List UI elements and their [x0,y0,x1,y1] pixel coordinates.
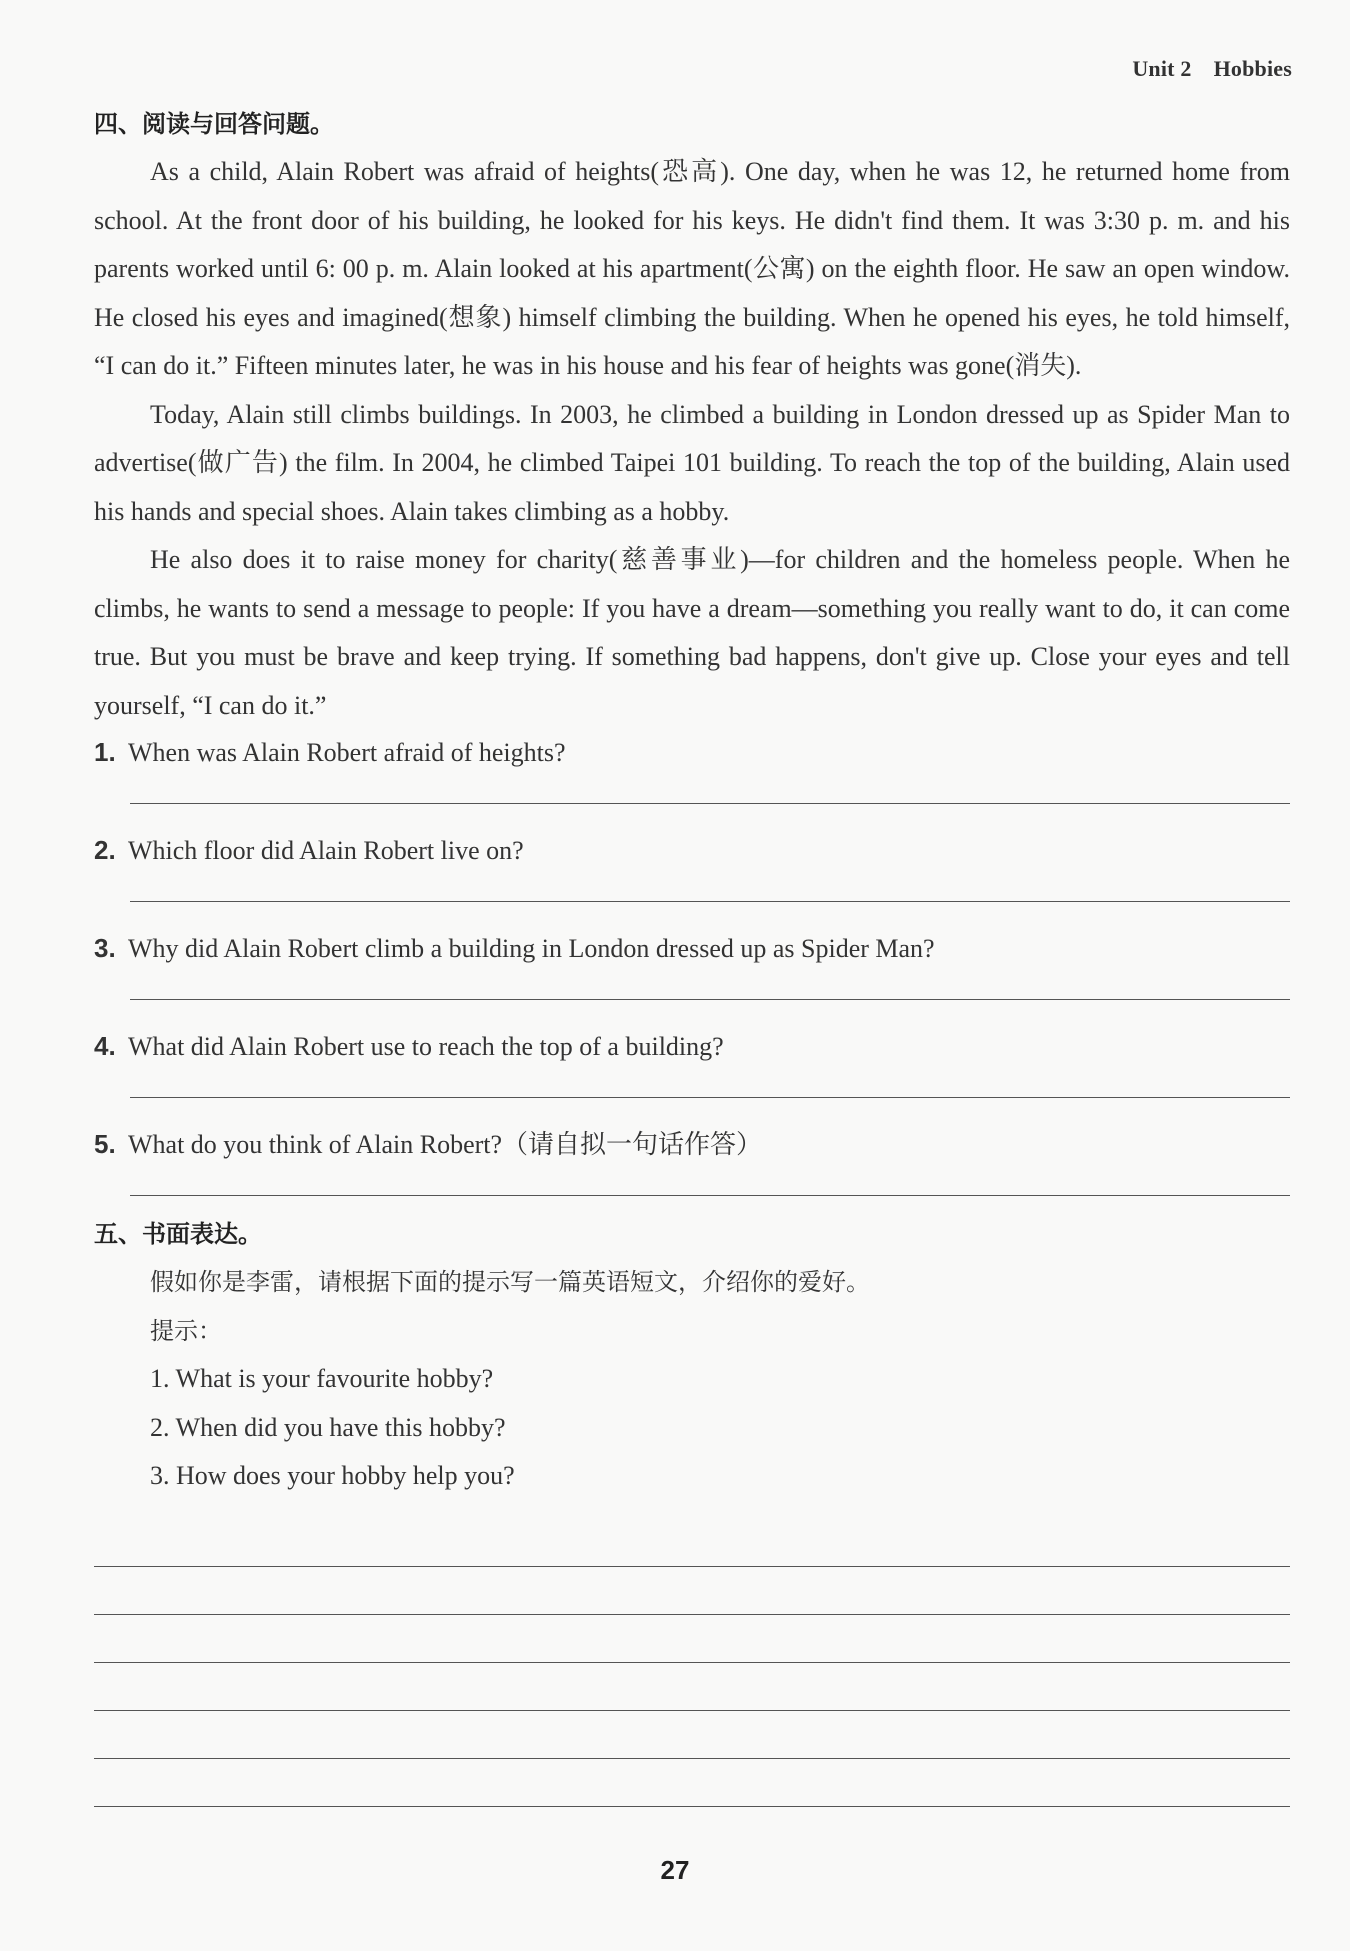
question-text: What do you think of Alain Robert?（请自拟一句话作答） [128,1130,763,1159]
unit-label: Unit 2 [1132,56,1192,81]
question-number: 4. [94,1031,116,1061]
writing-area [94,1519,1290,1807]
answer-line-4[interactable] [130,1067,1290,1098]
writing-line[interactable] [94,1759,1290,1807]
writing-line[interactable] [94,1567,1290,1615]
hint-item-3: 3. How does your hobby help you? [150,1461,515,1490]
hint-item-2: 2. When did you have this hobby? [150,1412,506,1442]
section-4-title: 四、阅读与回答问题。 [94,110,334,138]
answer-line-1[interactable] [130,773,1290,804]
writing-line[interactable] [94,1711,1290,1759]
passage-paragraph-2: Today, Alain still climbs buildings. In 2003, he climbed a building in London dressed up as Spider Man to advertise(做广告) the film. In 2004, he climbed Taipei 101 building. To reach the top of the building, Alain used his hands and special shoes. Alain takes climbing as a hobby. [94,399,1290,526]
passage-paragraph-1: As a child, Alain Robert was afraid of heights(恐高). One day, when he was 12, he returned home from school. At the front door of his building, he looked for his keys. He didn't find them. It was 3:30 p. m. and his parents worked until 6: 00 p. m. Alain looked at his apartment(公寓) on the eighth floor. He saw an open window. He closed his eyes and imagined(想象) himself climbing the building. When he opened his eyes, he told himself, “I can do it.” Fifteen minutes later, he was in his house and his fear of heights was gone(消失). [94,157,1290,380]
page-content [94,100,1290,1807]
question-number: 2. [94,835,116,865]
question-number: 3. [94,933,116,963]
writing-line[interactable] [94,1519,1290,1567]
question-number: 5. [94,1129,116,1159]
passage-paragraph-3: He also does it to raise money for charity(慈善事业)—for children and the homeless people. When he climbs, he wants to send a message to people: If you have a dream—something you really want to do, it can come true. But you must be brave and keep trying. If something bad happens, don't give up. Close your eyes and tell yourself, “I can do it.” [94,545,1290,720]
writing-line[interactable] [94,1615,1290,1663]
question-list [94,732,1290,1196]
question-1 [94,732,1290,773]
question-4 [94,1026,1290,1067]
answer-line-2[interactable] [130,871,1290,902]
question-text: What did Alain Robert use to reach the top of a building? [128,1032,724,1061]
topic-label: Hobbies [1213,56,1292,81]
writing-prompt: 假如你是李雷，请根据下面的提示写一篇英语短文，介绍你的爱好。 [150,1268,870,1296]
question-3 [94,928,1290,969]
answer-line-5[interactable] [130,1165,1290,1196]
hint-item-1: 1. What is your favourite hobby? [150,1364,494,1393]
question-text: Which floor did Alain Robert live on? [128,836,524,865]
question-text: When was Alain Robert afraid of heights? [128,738,566,767]
page-header [1132,56,1292,82]
question-number: 1. [94,737,116,767]
section-5-title: 五、书面表达。 [94,1220,262,1248]
question-text: Why did Alain Robert climb a building in London dressed up as Spider Man? [128,934,935,963]
hint-label: 提示： [150,1316,222,1345]
question-5 [94,1124,1290,1165]
writing-line[interactable] [94,1663,1290,1711]
page-number: 27 [660,1855,690,1885]
answer-line-3[interactable] [130,969,1290,1000]
question-2 [94,830,1290,871]
